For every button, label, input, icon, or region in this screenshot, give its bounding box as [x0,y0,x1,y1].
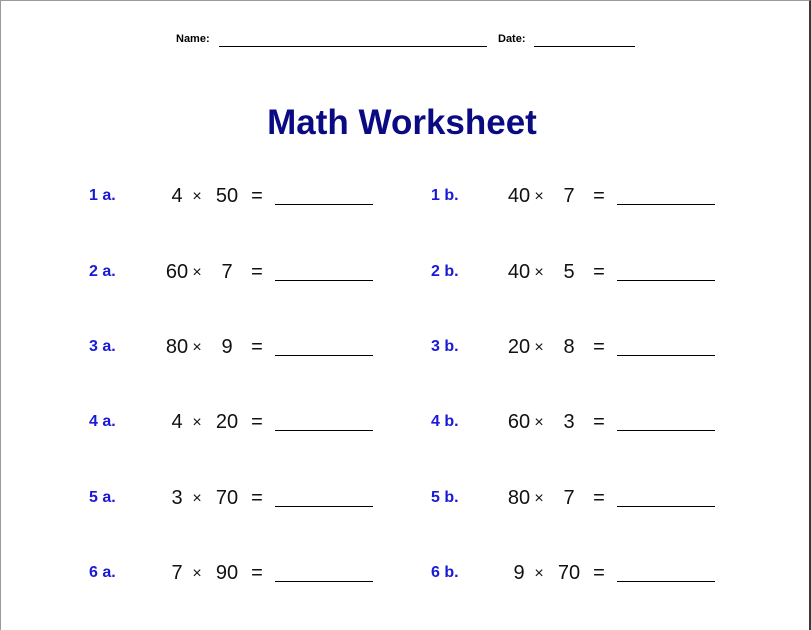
answer-line[interactable] [617,506,715,507]
answer-line[interactable] [275,355,373,356]
name-label: Name: [176,33,210,45]
equals-sign: = [593,185,605,207]
answer-line[interactable] [275,581,373,582]
operand-a: 9 [513,562,525,584]
problem-number: 5 a. [89,489,116,506]
answer-line[interactable] [617,581,715,582]
problem-item [89,261,389,285]
problem-number: 1 b. [431,187,459,204]
problem-item [431,562,731,586]
equals-sign: = [593,411,605,433]
problem-item [89,562,389,586]
equals-sign: = [593,336,605,358]
operand-b: 70 [215,487,239,509]
operand-a: 4 [171,185,183,207]
operand-b: 8 [563,336,575,358]
answer-line[interactable] [275,506,373,507]
equals-sign: = [251,411,263,433]
equals-sign: = [251,336,263,358]
page-title: Math Worksheet [267,103,537,142]
answer-line[interactable] [275,430,373,431]
multiply-sign: × [534,414,544,431]
equals-sign: = [251,487,263,509]
operand-b: 9 [221,336,233,358]
multiply-sign: × [534,339,544,356]
problem-item [431,261,731,285]
operand-b: 90 [215,562,239,584]
problem-item [431,336,731,360]
multiply-sign: × [534,490,544,507]
multiply-sign: × [534,264,544,281]
operand-a: 7 [171,562,183,584]
problem-item [431,487,731,511]
operand-b: 20 [215,411,239,433]
operand-a: 20 [507,336,531,358]
operand-a: 40 [507,261,531,283]
date-label: Date: [498,33,526,45]
operand-b: 5 [563,261,575,283]
answer-line[interactable] [617,355,715,356]
problem-number: 3 b. [431,338,459,355]
operand-b: 3 [563,411,575,433]
answer-line[interactable] [275,204,373,205]
multiply-sign: × [534,565,544,582]
problem-number: 4 b. [431,413,459,430]
equals-sign: = [593,261,605,283]
multiply-sign: × [534,188,544,205]
multiply-sign: × [192,414,202,431]
multiply-sign: × [192,264,202,281]
operand-a: 4 [171,411,183,433]
operand-b: 7 [563,487,575,509]
problem-number: 2 a. [89,263,116,280]
operand-b: 7 [221,261,233,283]
operand-a: 80 [507,487,531,509]
multiply-sign: × [192,339,202,356]
problem-item [89,487,389,511]
equals-sign: = [251,185,263,207]
operand-a: 60 [165,261,189,283]
equals-sign: = [251,562,263,584]
problem-item [431,185,731,209]
operand-a: 80 [165,336,189,358]
problem-number: 6 a. [89,564,116,581]
problem-number: 4 a. [89,413,116,430]
problem-item [89,411,389,435]
problem-item [431,411,731,435]
problem-number: 5 b. [431,489,459,506]
equals-sign: = [593,487,605,509]
answer-line[interactable] [617,430,715,431]
answer-line[interactable] [617,204,715,205]
problem-item [89,185,389,209]
multiply-sign: × [192,490,202,507]
date-line [534,46,635,47]
equals-sign: = [593,562,605,584]
problem-number: 2 b. [431,263,459,280]
name-line [219,46,487,47]
multiply-sign: × [192,188,202,205]
operand-a: 40 [507,185,531,207]
equals-sign: = [251,261,263,283]
multiply-sign: × [192,565,202,582]
operand-a: 3 [171,487,183,509]
problem-item [89,336,389,360]
answer-line[interactable] [617,280,715,281]
problem-number: 1 a. [89,187,116,204]
operand-b: 50 [215,185,239,207]
operand-a: 60 [507,411,531,433]
problem-number: 6 b. [431,564,459,581]
problem-number: 3 a. [89,338,116,355]
operand-b: 70 [557,562,581,584]
operand-b: 7 [563,185,575,207]
answer-line[interactable] [275,280,373,281]
